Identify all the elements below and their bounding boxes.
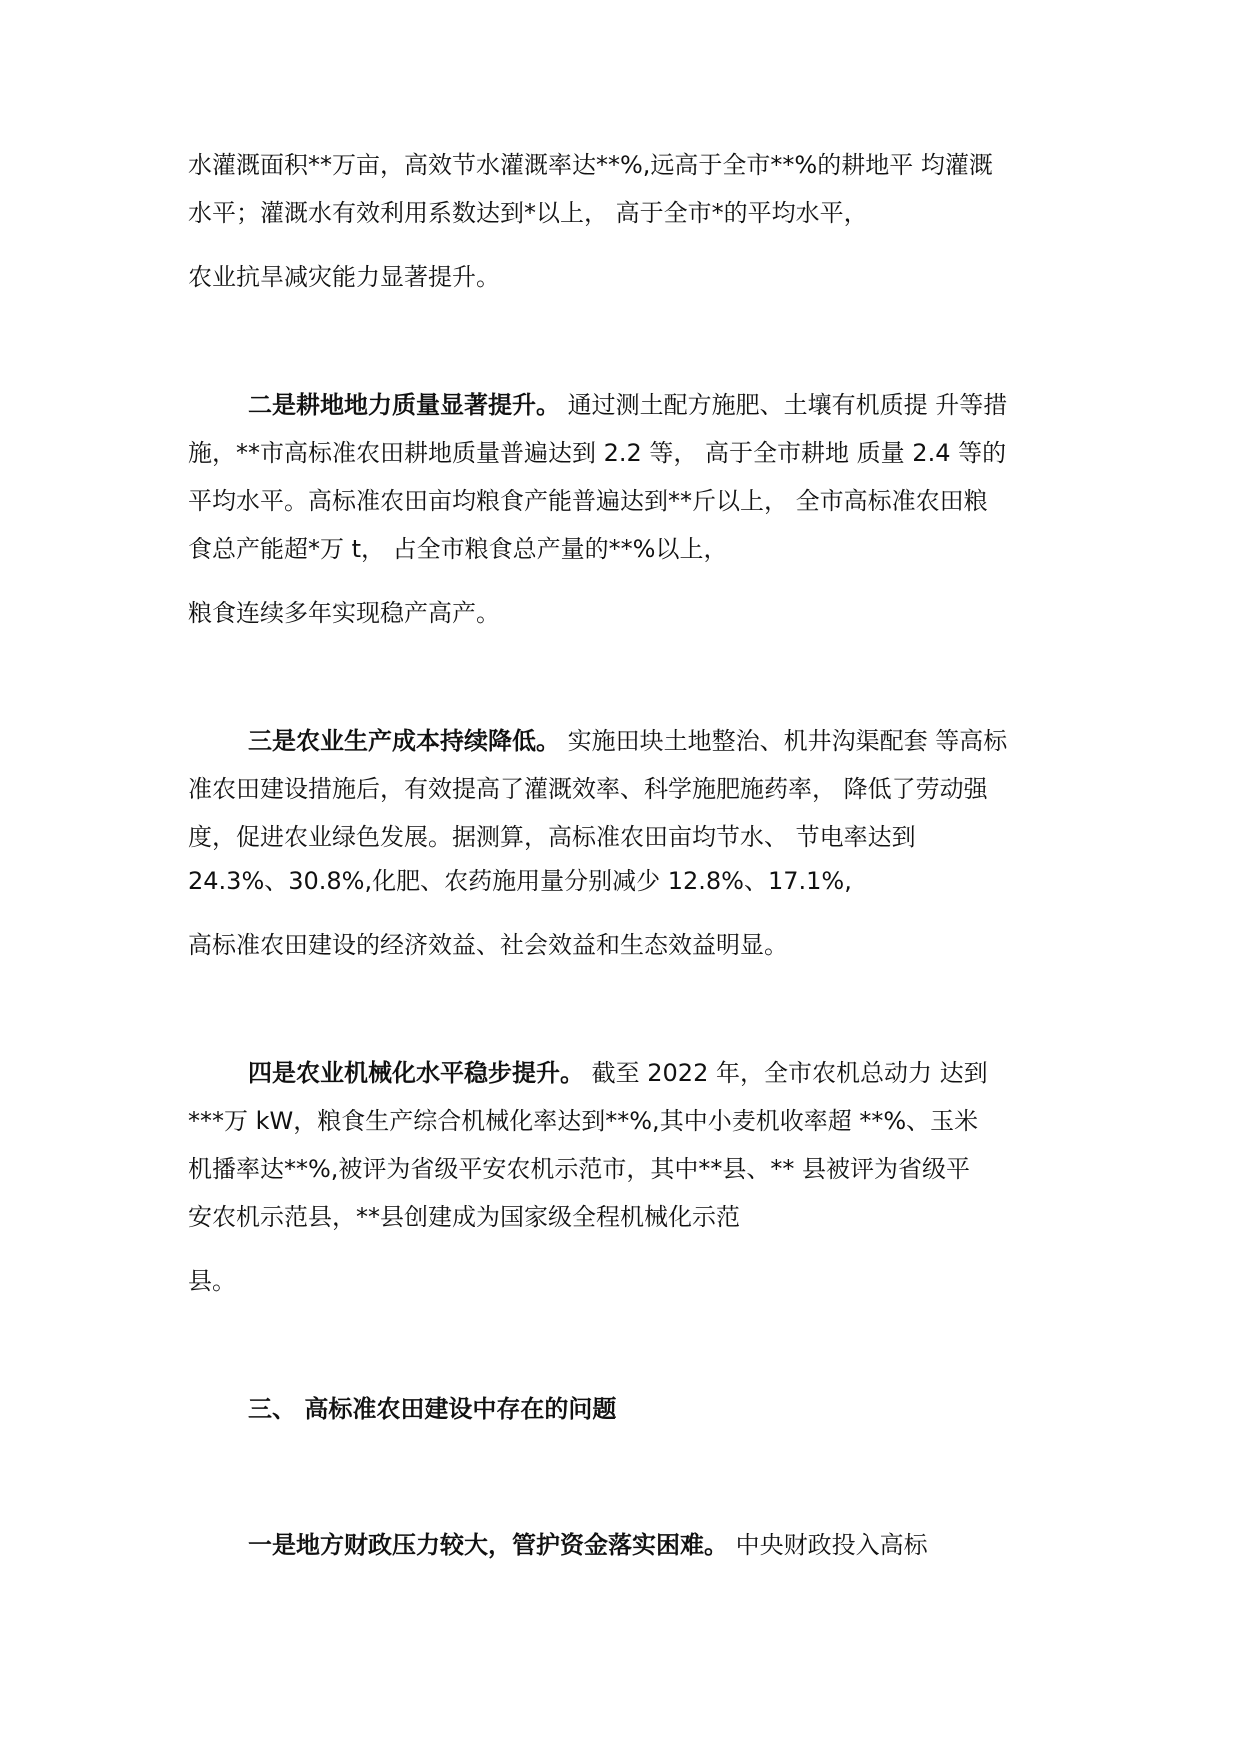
paragraph-3-line-4: 24.3%、30.8%,化肥、农药施用量分别减少 12.8%、17.1%, — [188, 867, 852, 895]
paragraph-4-line-1 — [248, 1058, 988, 1088]
paragraph-2-heading: 二是耕地地力质量显著提升。 — [248, 391, 560, 419]
paragraph-2-line-4: 食总产能超*万 t， 占全市粮食总产量的**%以上， — [188, 535, 728, 563]
paragraph-2-line-5: 粮食连续多年实现稳产高产。 — [188, 599, 500, 627]
paragraph-2-line-2: 施，**市高标准农田耕地质量普遍达到 2.2 等， 高于全市耕地 质量 2.4 等的 — [188, 439, 1007, 467]
paragraph-3-line-5: 高标准农田建设的经济效益、社会效益和生态效益明显。 — [188, 931, 788, 959]
section-heading — [248, 1394, 616, 1424]
paragraph-4-line-2: ***万 kW，粮食生产综合机械化率达到**%,其中小麦机收率超 **%、玉米 — [188, 1107, 979, 1135]
paragraph-2-line-1 — [248, 390, 1007, 420]
paragraph-4-line-1-text: 截至 2022 年，全市农机总动力 达到 — [584, 1059, 988, 1087]
paragraph-4-line-4: 安农机示范县，**县创建成为国家级全程机械化示范 — [188, 1203, 740, 1231]
paragraph-2-line-3: 平均水平。高标准农田亩均粮食产能普遍达到**斤以上， 全市高标准农田粮 — [188, 487, 988, 515]
paragraph-1-line-1: 水灌溉面积**万亩，高效节水灌溉率达**%,远高于全市**%的耕地平 均灌溉 — [188, 151, 993, 179]
paragraph-1-line-3: 农业抗旱减灾能力显著提升。 — [188, 263, 500, 291]
section-heading-text: 三、 高标准农田建设中存在的问题 — [248, 1395, 617, 1423]
paragraph-5-line-1 — [248, 1530, 928, 1560]
paragraph-4-heading: 四是农业机械化水平稳步提升。 — [248, 1059, 584, 1087]
paragraph-5-heading: 一是地方财政压力较大，管护资金落实困难。 — [248, 1531, 728, 1559]
paragraph-3-line-2: 准农田建设措施后，有效提高了灌溉效率、科学施肥施药率， 降低了劳动强 — [188, 775, 988, 803]
paragraph-3-line-1 — [248, 726, 1007, 756]
paragraph-4-line-3: 机播率达**%,被评为省级平安农机示范市，其中**县、** 县被评为省级平 — [188, 1155, 971, 1183]
paragraph-4-line-5: 县。 — [188, 1267, 236, 1295]
paragraph-3-line-3: 度，促进农业绿色发展。据测算，高标准农田亩均节水、 节电率达到 — [188, 823, 916, 851]
paragraph-1-line-2: 水平；灌溉水有效利用系数达到*以上， 高于全市*的平均水平， — [188, 199, 868, 227]
paragraph-3-heading: 三是农业生产成本持续降低。 — [248, 727, 560, 755]
paragraph-2-line-1-text: 通过测土配方施肥、土壤有机质提 升等措 — [560, 391, 1008, 419]
paragraph-5-line-1-text: 中央财政投入高标 — [728, 1531, 928, 1559]
paragraph-3-line-1-text: 实施田块土地整治、机井沟渠配套 等高标 — [560, 727, 1008, 755]
